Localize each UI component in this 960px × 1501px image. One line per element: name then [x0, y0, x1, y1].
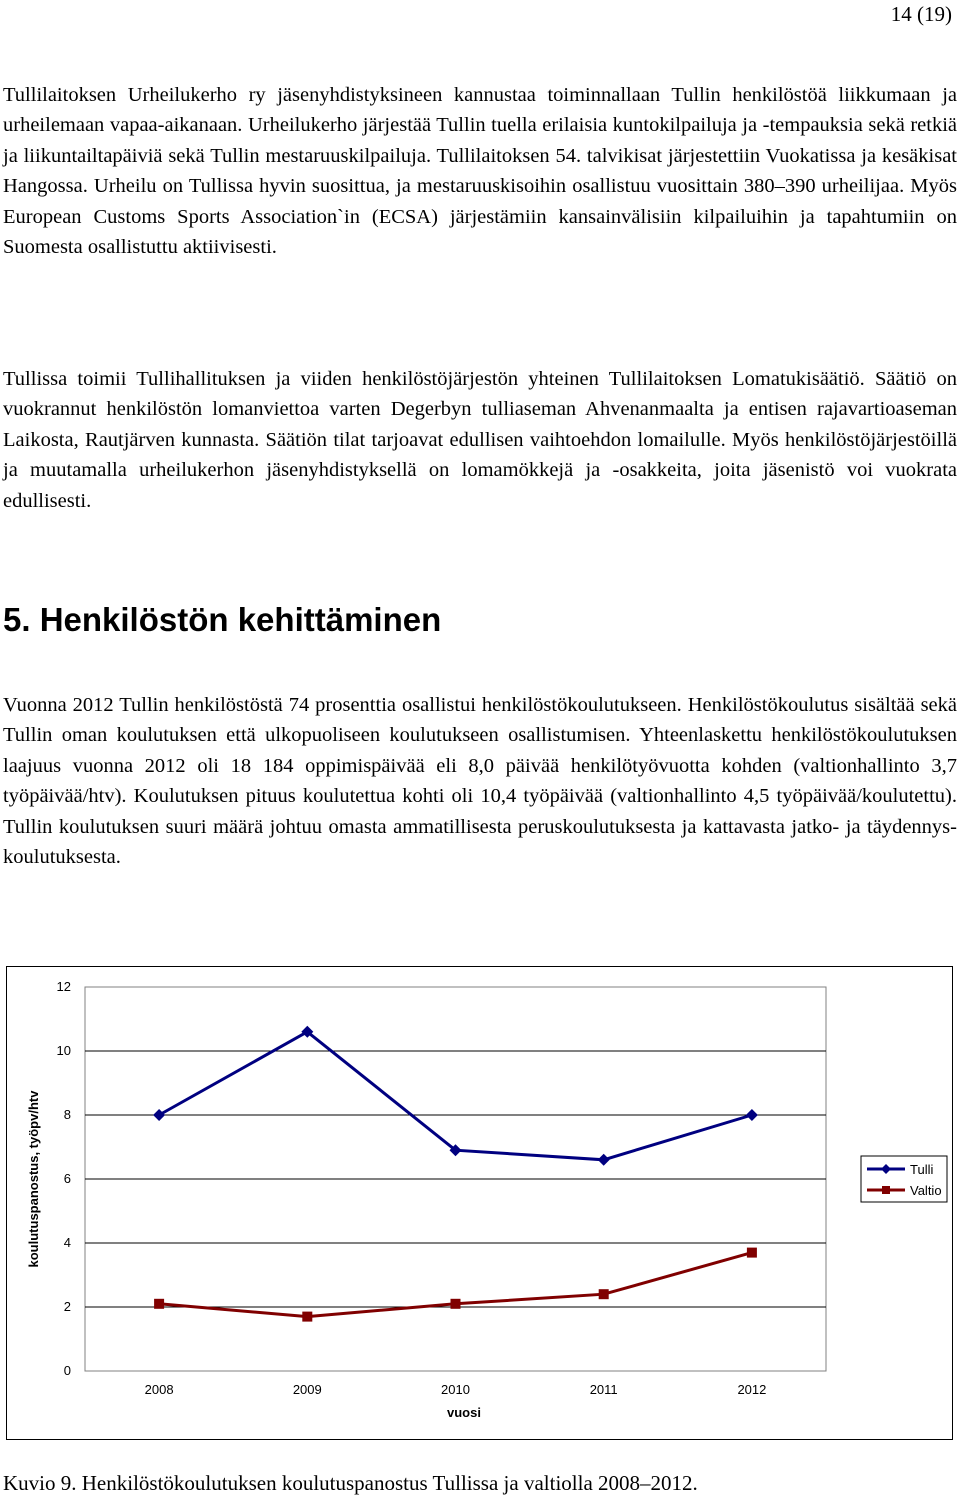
data-point-valtio	[154, 1299, 164, 1309]
y-tick-label: 12	[56, 979, 71, 994]
y-axis-label: koulutuspanostus, työpv/htv	[26, 1090, 41, 1268]
x-tick-label: 2012	[737, 1382, 767, 1397]
section-heading: 5. Henkilöstön kehittäminen	[3, 601, 442, 638]
paragraph-koulutus: Vuonna 2012 Tullin henkilöstöstä 74 prosenttia osallistui henkilöstökoulutukseen. Henkilöstökoulutus sisältää sekä Tullin oman koulutuksen että ulkopuoliseen koulutukseen osallistumisen. Yhteenlaskettu henkilöstökoulutuksen laajuus vuonna 2012 oli 18 184 oppimispäivää eli 8,0 päivää henkilötyövuotta kohden (valtionhallinto 3,7 työpäivää/htv). Koulutuksen pituus koulutettua kohti oli 10,4 työpäivää (valtionhallinto 4,5 työpäivää/koulutettu). Tullin koulutuksen suuri määrä johtuu omasta ammatillisesta peruskoulutuksesta ja kattavasta jatko- ja täydennys-koulutuksesta.	[3, 694, 957, 869]
y-tick-label: 10	[56, 1043, 71, 1058]
legend	[861, 1156, 947, 1202]
data-point-valtio	[451, 1299, 461, 1309]
page-number: 14 (19)	[890, 2, 952, 26]
data-point-valtio	[302, 1312, 312, 1322]
x-tick-label: 2009	[292, 1382, 322, 1397]
x-tick-label: 2010	[441, 1382, 470, 1397]
paragraph-urheilukerho: Tullilaitoksen Urheilukerho ry jäsenyhdistyksineen kannustaa toiminnallaan Tullin henkilöstöä liikkumaan ja urheilemaan vapaa-aikanaan. Urheilukerho järjestää Tullin tuella erilaisia kuntokilpailuja ja -tempauksia sekä retkiä ja liikuntailtapäiviä sekä Tullin mestaruuskilpailuja. Tullilaitoksen 54. talvikisat järjestettiin Vuokatissa ja kesäkisat Hangossa. Urheilu on Tullissa hyvin suosittua, ja mestaruuskisoihin osallistuu vuosittain 380–390 urheilijaa. Myös European Customs Sports Association`in (ECSA) järjestämiin kansainvälisiin kilpailuihin ja tapahtumiin on Suomesta osallistuttu aktiivisesti.	[3, 84, 957, 259]
figure-caption: Kuvio 9. Henkilöstökoulutuksen koulutuspanostus Tullissa ja valtiolla 2008–2012.	[3, 1471, 698, 1495]
paragraph-lomatukisaatio: Tullissa toimii Tullihallituksen ja viiden henkilöstöjärjestön yhteinen Tullilaitoksen Lomatukisäätiö. Säätiö on vuokrannut henkilöstön lomanviettoa varten Degerbyn tulliaseman Ahvenanmaalta ja entisen rajavartioaseman Laikosta, Rautjärven kunnasta. Säätiön tilat tarjoavat edullisen vaihtoehdon lomailulle. Myös henkilöstöjärjestöillä ja muutamalla urheilukerhon jäsenyhdistyksellä on lomamökkejä ja -osakkeita, joita jäsenistö voi vuokrata edullisesti.	[3, 368, 957, 512]
y-tick-label: 0	[63, 1363, 71, 1378]
x-tick-labels	[145, 1382, 767, 1397]
legend-marker-valtio	[882, 1186, 890, 1194]
legend-label-tulli: Tulli	[910, 1162, 934, 1177]
y-tick-label: 4	[63, 1235, 71, 1250]
line-chart	[7, 967, 954, 1441]
x-tick-label: 2008	[144, 1382, 174, 1397]
y-tick-label: 6	[63, 1171, 71, 1186]
chart-frame	[6, 966, 953, 1440]
x-tick-label: 2011	[589, 1382, 618, 1397]
y-tick-label: 2	[63, 1299, 71, 1314]
y-tick-labels	[57, 979, 71, 1378]
x-axis-label: vuosi	[447, 1405, 481, 1420]
y-tick-label: 8	[63, 1107, 71, 1122]
data-point-valtio	[747, 1248, 757, 1258]
legend-label-valtio: Valtio	[910, 1183, 942, 1198]
data-point-valtio	[599, 1289, 609, 1299]
